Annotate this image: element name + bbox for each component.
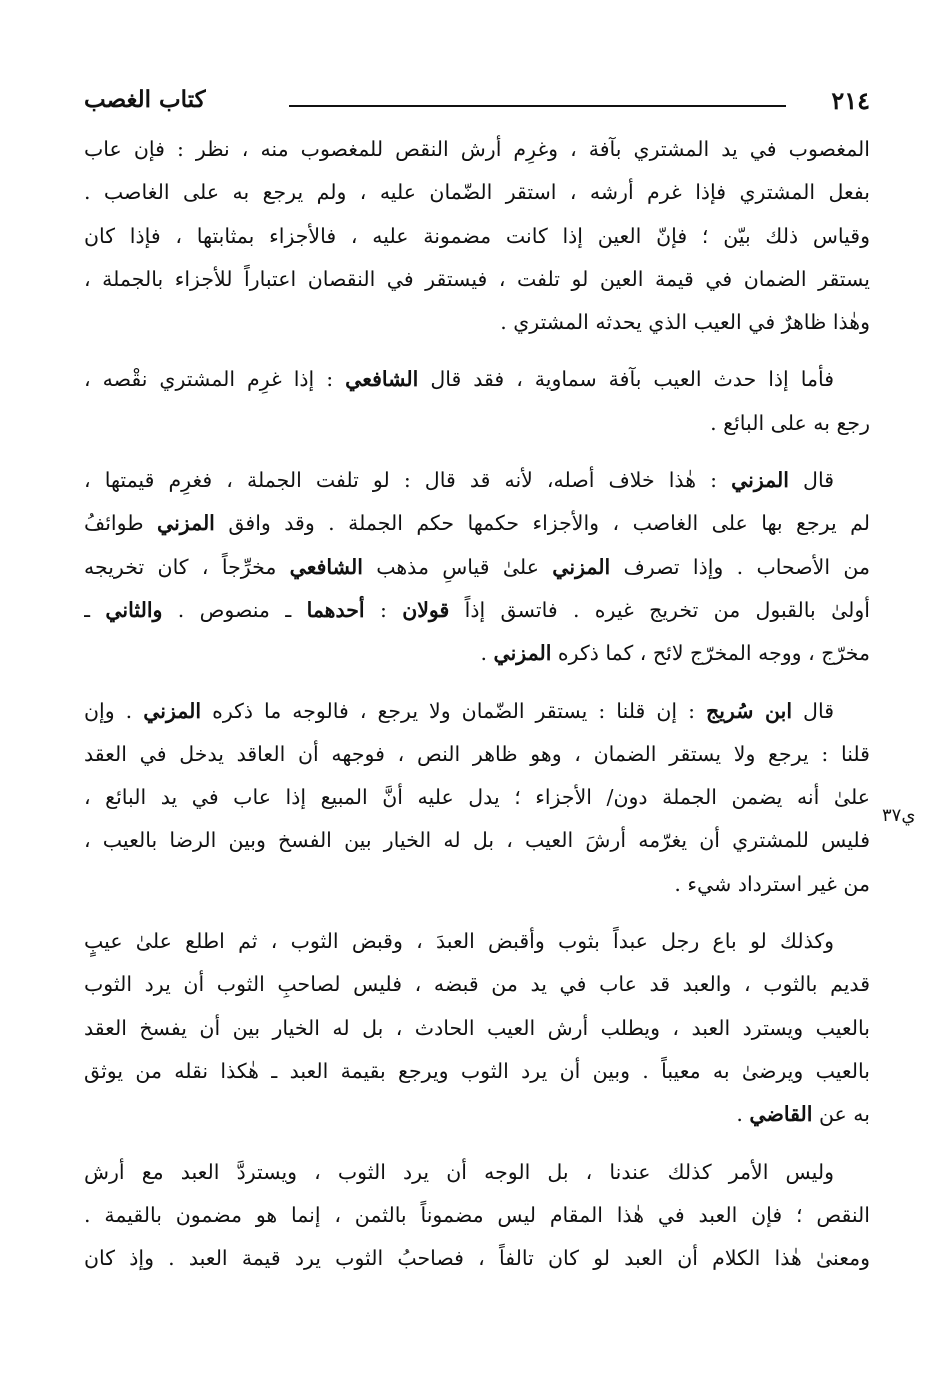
text-line: بفعل المشتري فإذا غرم أرشه ، استقر الضّمان عليه ، ولم يرجع به على الغاصب .: [84, 180, 870, 205]
page-number: ٢١٤: [831, 86, 870, 115]
text-line: ومعنىٰ هٰذا الكلام أن العبد لو كان تالفاً ، فصاحبُ الثوب يرد قيمة العبد . وإذ كان: [84, 1246, 870, 1271]
emphasized-name: قولان: [402, 597, 450, 622]
emphasized-name: الشافعي: [289, 554, 363, 579]
margin-reference: ي٣٧: [882, 805, 916, 826]
text-line: علىٰ أنه يضمن الجملة دون/ الأجزاء ؛ يدل عليه أنَّ المبيع إذا عاب في يد البائع ،: [84, 785, 870, 810]
paragraph-1: [84, 128, 870, 344]
text-line: بالعيب ويسترد العبد ، ويطلب أرش العيب الحادث ، بل له الخيار بين أن يفسخ العقد: [84, 1015, 870, 1040]
emphasized-name: المزني: [731, 468, 789, 493]
text-line: قال المزني : هٰذا خلاف أصله، لأنه قد قال : لو تلفت الجملة ، فغرِم قيمتها ،: [84, 468, 835, 493]
text-line: به عن القاضي .: [736, 1102, 870, 1127]
emphasized-name: الشافعي: [345, 367, 419, 392]
emphasized-name: والثاني: [105, 597, 163, 622]
text-line: فأما إذا حدث العيب بآفة سماوية ، فقد قال الشافعي : إذا غرِم المشتري نقْصه ،: [84, 367, 834, 392]
text-line: وكذلك لو باع رجل عبداً بثوب وأقبض العبدَ ، وقبض الثوب ، ثم اطلع علىٰ عيبٍ: [84, 929, 834, 954]
text-line: فليس للمشتري أن يغرّمه أرشَ العيب ، بل له الخيار بين الفسخ وبين الرضا بالعيب ،: [84, 828, 870, 853]
emphasized-name: أحدهما: [306, 597, 365, 622]
text-line: وهٰذا ظاهرٌ في العيب الذي يحدثه المشتري .: [500, 310, 870, 335]
book-title: كتاب الغصب: [84, 86, 206, 113]
paragraph-3: [84, 459, 870, 675]
text-line: وليس الأمر كذلك عندنا ، بل الوجه أن يرد الثوب ، ويستردَّ العبد مع أرش: [84, 1159, 834, 1184]
text-line: قال ابن سُريج : إن قلنا : يستقر الضّمان ولا يرجع ، فالوجه ما ذكره المزني . وإن: [84, 698, 834, 723]
header-rule: [289, 105, 786, 107]
text-line: أولىٰ بالقبول من تخريج غيره . فاتسق إذاً قولان : أحدهما ـ منصوص . والثاني ـ: [84, 597, 870, 622]
emphasized-name: المزني: [552, 554, 611, 579]
text-line: وقياس ذلك بيّن ؛ فإنّ العين إذا كانت مضمونة عليه ، فالأجزاء بمثابتها ، فإذا كان: [84, 223, 870, 248]
emphasized-name: ابن سُريج: [705, 698, 793, 723]
paragraph-5: [84, 920, 870, 1136]
paragraph-2: [84, 358, 870, 445]
text-line: بالعيب ويرضىٰ به معيباً . وبين أن يرد الثوب ويرجع بقيمة العبد ـ هٰكذا نقله من يوثق: [84, 1058, 870, 1083]
text-line: لم يرجع بها على الغاصب ، والأجزاء حكمها حكم الجملة . وقد وافق المزني طوائفُ: [84, 511, 870, 536]
text-line: مخرّج ، ووجه المخرّج لائح ، كما ذكره المزني .: [480, 641, 870, 666]
body-text: [84, 128, 870, 1294]
emphasized-name: المزني: [143, 698, 202, 723]
emphasized-name: القاضي: [749, 1102, 813, 1127]
text-line: يستقر الضمان في قيمة العين لو تلفت ، فيستقر في النقصان اعتباراً للأجزاء بالجملة ،: [84, 266, 870, 291]
text-line: رجع به على البائع .: [710, 410, 870, 435]
text-line: قلنا : يرجع ولا يستقر الضمان ، وهو ظاهر النص ، فوجهه أن العاقد يدخل في العقد: [84, 741, 870, 766]
text-line: من غير استرداد شيء .: [674, 871, 870, 896]
page-header: [84, 84, 870, 120]
paragraph-4: [84, 690, 870, 906]
paragraph-6: [84, 1151, 870, 1281]
text-line: قديم بالثوب ، والعبد قد عاب في يد من قبضه ، فليس لصاحبِ الثوب أن يرد الثوب: [84, 972, 870, 997]
emphasized-name: المزني: [493, 641, 552, 666]
text-line: المغصوب في يد المشتري بآفة ، وغرِم أرش النقص للمغصوب منه ، نظر : فإن عاب: [84, 137, 870, 161]
text-line: من الأصحاب . وإذا تصرف المزني علىٰ قياسِ مذهب الشافعي مخرِّجاً ، كان تخريجه: [84, 554, 870, 579]
text-line: النقص ؛ فإن العبد في هٰذا المقام ليس مضموناً بالثمن ، إنما هو مضمون بالقيمة .: [84, 1202, 870, 1227]
emphasized-name: المزني: [156, 511, 215, 536]
